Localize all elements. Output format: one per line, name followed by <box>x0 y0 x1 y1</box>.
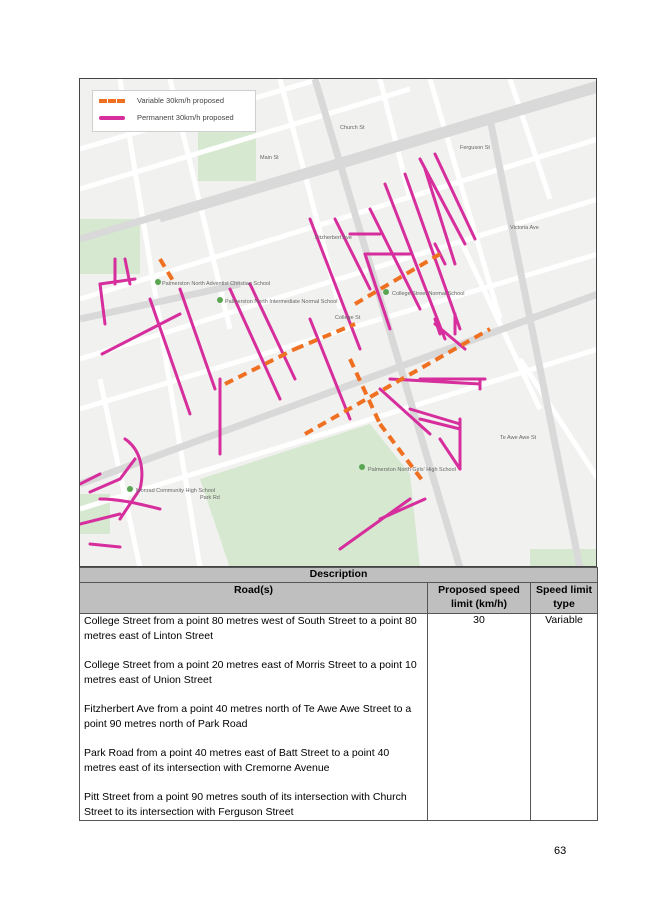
table-caption: Description <box>80 568 598 583</box>
legend-variable-label: Variable 30km/h proposed <box>137 96 224 105</box>
street-label: Ferguson St <box>460 145 490 151</box>
roads-cell <box>80 614 428 821</box>
legend-variable <box>99 96 224 105</box>
legend-permanent-label: Permanent 30km/h proposed <box>137 113 234 122</box>
type-cell: Variable <box>531 614 598 821</box>
map-canvas <box>80 79 597 567</box>
dashed-line-icon <box>99 99 125 103</box>
description-table <box>79 567 598 821</box>
street-label: Main St <box>260 155 279 161</box>
street-label: Fitzherbert Ave <box>315 235 352 241</box>
road-entry: College Street from a point 20 metres east of Morris Street to a point 10 metres east of Union Street <box>84 659 417 686</box>
road-entry: Park Road from a point 40 metres east of Batt Street to a point 40 metres east of its intersection with Cremorne Avenue <box>84 747 390 774</box>
school-label: Palmerston North Intermediate Normal School <box>225 299 338 305</box>
school-label: Palmerston North Girls' High School <box>368 467 456 473</box>
street-label: College St <box>335 315 361 321</box>
school-label: Palmerston North Adventist Christian School <box>162 281 271 287</box>
school-label: College Street Normal School <box>392 291 465 297</box>
solid-line-icon <box>99 116 125 120</box>
road-entry: Fitzherbert Ave from a point 40 metres north of Te Awe Awe Street to a point 90 metres north of Park Road <box>84 703 412 730</box>
header-roads: Road(s) <box>80 583 428 614</box>
park-area <box>530 549 597 567</box>
speed-limit-map <box>79 78 597 567</box>
street-label: Park Rd <box>200 495 220 501</box>
street-label: Church St <box>340 125 365 131</box>
page-number: 63 <box>554 845 567 857</box>
map-legend <box>92 90 256 132</box>
school-label: Monrad Community High School <box>136 488 216 494</box>
legend-permanent <box>99 113 234 122</box>
road-entry: Pitt Street from a point 90 metres south of its intersection with Church Street to its intersection with Ferguson Street <box>84 791 407 818</box>
header-speed: Proposed speed limit (km/h) <box>428 583 531 614</box>
street-label: Te Awe Awe St <box>500 435 537 441</box>
road-entry: College Street from a point 80 metres west of South Street to a point 80 metres east of Linton Street <box>84 615 417 642</box>
header-type: Speed limit type <box>531 583 598 614</box>
park-area <box>198 127 256 181</box>
park-area <box>200 424 420 567</box>
table-row <box>80 614 598 821</box>
speed-cell: 30 <box>428 614 531 821</box>
street-label: Victoria Ave <box>510 225 539 231</box>
